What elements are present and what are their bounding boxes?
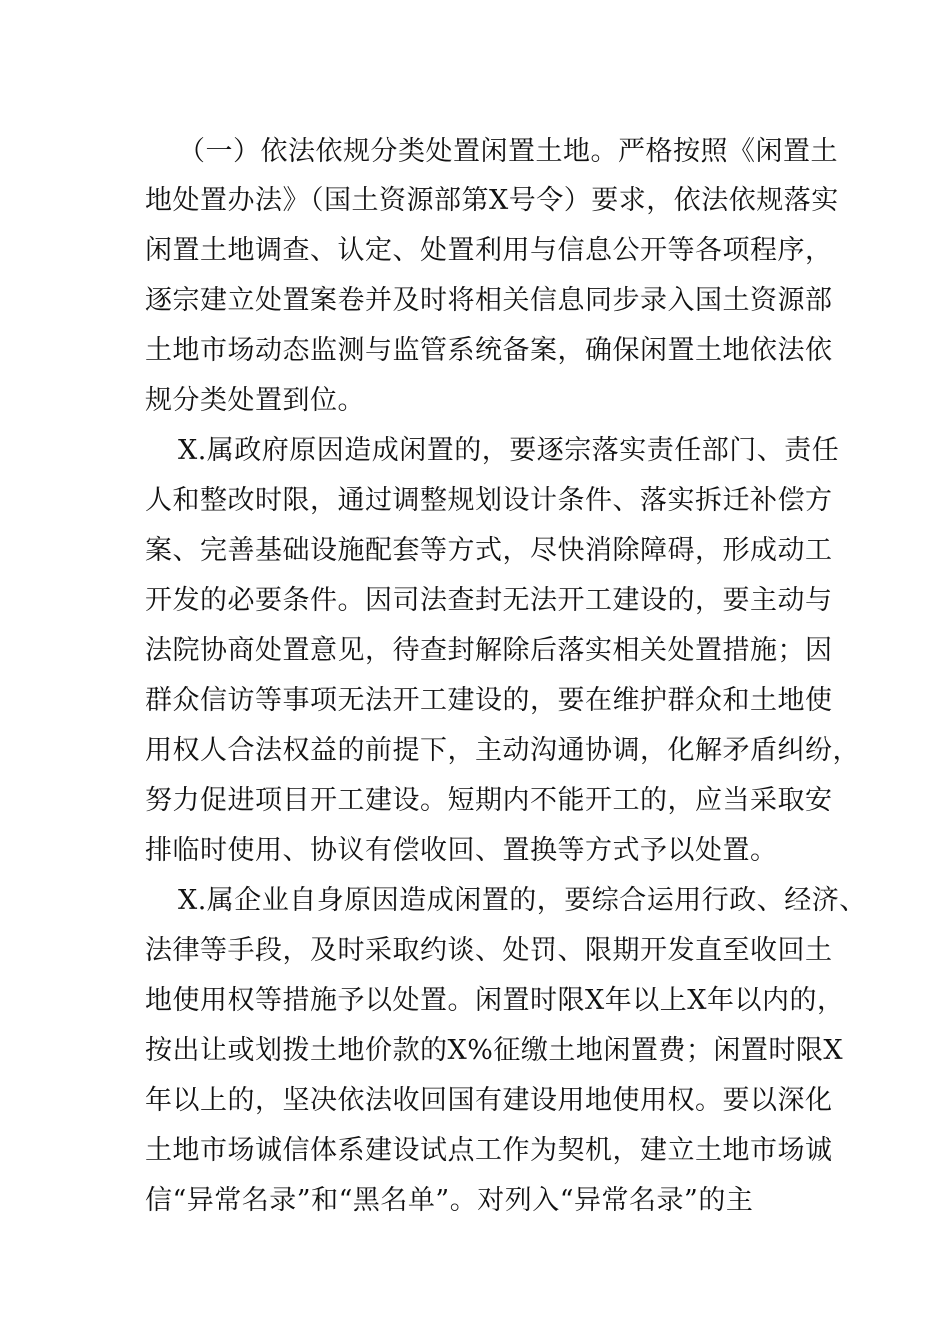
paragraph-3-line-7: 信“异常名录”和“黑名单”。对列入“异常名录”的主 (145, 1185, 754, 1216)
paragraph-2-line-8: 努力促进项目开工建设。短期内不能开工的，应当采取安 (145, 785, 833, 816)
paragraph-2-line-2: 人和整改时限，通过调整规划设计条件、落实拆迁补偿方 (145, 485, 833, 516)
paragraph-2-line-4: 开发的必要条件。因司法查封无法开工建设的，要主动与 (145, 585, 833, 616)
paragraph-3-line-6: 土地市场诚信体系建设试点工作为契机，建立土地市场诚 (145, 1135, 833, 1166)
paragraph-1-line-1: （一）依法依规分类处置闲置土地。严格按照《闲置土 (178, 136, 838, 167)
paragraph-1-line-4: 逐宗建立处置案卷并及时将相关信息同步录入国土资源部 (145, 285, 833, 316)
paragraph-1-line-2: 地处置办法》（国土资源部第X号令）要求，依法依规落实 (145, 185, 839, 216)
paragraph-2-line-3: 案、完善基础设施配套等方式，尽快消除障碍，形成动工 (145, 535, 833, 566)
paragraph-2-line-1: X.属政府原因造成闲置的，要逐宗落实责任部门、责任 (178, 435, 840, 466)
paragraph-3-line-5: 年以上的，坚决依法收回国有建设用地使用权。要以深化 (145, 1085, 833, 1116)
paragraph-2-line-7: 用权人合法权益的前提下，主动沟通协调，化解矛盾纠纷， (145, 735, 860, 766)
paragraph-2-line-6: 群众信访等事项无法开工建设的，要在维护群众和土地使 (145, 685, 833, 716)
paragraph-1-line-3: 闲置土地调查、认定、处置利用与信息公开等各项程序， (145, 235, 833, 266)
paragraph-3-line-1: X.属企业自身原因造成闲置的，要综合运用行政、经济、 (178, 885, 867, 916)
paragraph-1-line-5: 土地市场动态监测与监管系统备案，确保闲置土地依法依 (145, 335, 833, 366)
paragraph-3-line-4: 按出让或划拨土地价款的X%征缴土地闲置费；闲置时限X (145, 1035, 844, 1066)
paragraph-1-line-6: 规分类处置到位。 (145, 385, 365, 416)
paragraph-2-line-5: 法院协商处置意见，待查封解除后落实相关处置措施；因 (145, 635, 833, 666)
paragraph-2-line-9: 排临时使用、协议有偿收回、置换等方式予以处置。 (145, 835, 778, 866)
paragraph-3-line-3: 地使用权等措施予以处置。闲置时限X年以上X年以内的， (145, 985, 845, 1016)
paragraph-3-line-2: 法律等手段，及时采取约谈、处罚、限期开发直至收回土 (145, 935, 833, 966)
